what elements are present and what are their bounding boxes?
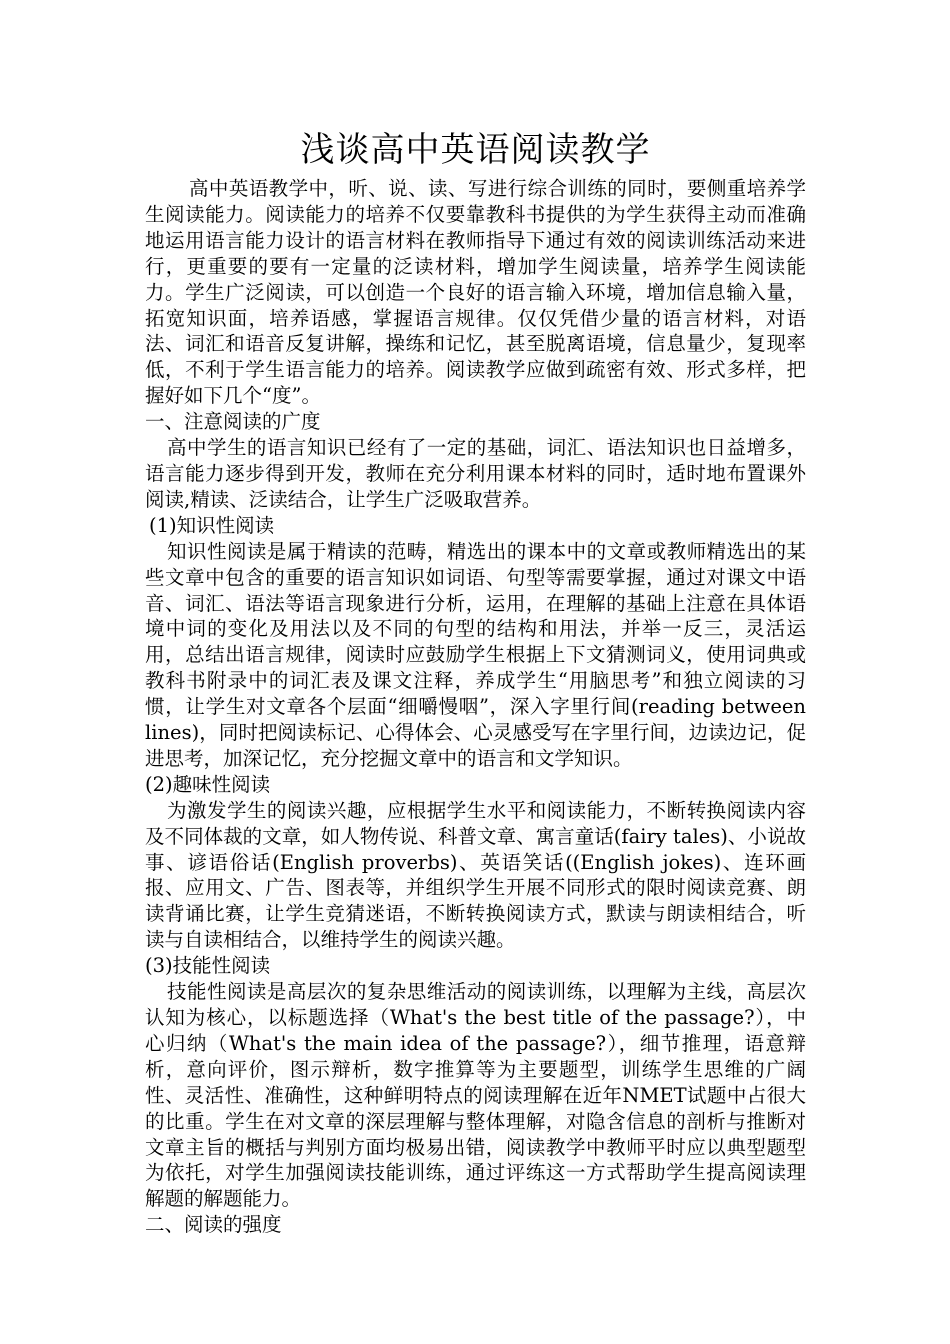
document-page (145, 128, 806, 1238)
skill-reading-paragraph: 技能性阅读是高层次的复杂思维活动的阅读训练，以理解为主线，高层次认知为核心，以标题选择（What's the best title of the passage?），中心归纳（What's the main idea of the passage?），细节推理，语意辩析，意向评价，图示辩析，数字推算等为主要题型，训练学生思维的广阔性、灵活性、准确性，这种鲜明特点的阅读理解在近年NMET试题中占很大的比重。学生在对文章的深层理解与整体理解，对隐含信息的剖析与推断对文章主旨的概括与判别方面均极易出错，阅读教学中教师平时应以典型题型为依托，对学生加强阅读技能训练，通过评练这一方式帮助学生提高阅读理解题的解题能力。 (145, 980, 806, 1211)
subheading-skill-reading: (3)技能性阅读 (145, 954, 271, 978)
subheading-interest-reading: (2)趣味性阅读 (145, 772, 271, 796)
interest-reading-paragraph: 为激发学生的阅读兴趣，应根据学生水平和阅读能力，不断转换阅读内容及不同体裁的文章，如人物传说、科普文章、寓言童话(fairy tales)、小说故事、谚语俗话(English proverbs)、英语笑话((English jokes)、连环画报、应用文、广告、图表等，并组织学生开展不同形式的限时阅读竞赛、朗读背诵比赛，让学生竞猜迷语，不断转换阅读方式，默读与朗读相结合，听读与自读相结合，以维持学生的阅读兴趣。 (145, 798, 806, 952)
document-title: 浅谈高中英语阅读教学 (300, 130, 651, 170)
knowledge-reading-paragraph: 知识性阅读是属于精读的范畴，精选出的课本中的文章或教师精选出的某些文章中包含的重要的语言知识如词语、句型等需要掌握，通过对课文中语音、词汇、语法等语言现象进行分析，运用，在理解的基础上注意在具体语境中词的变化及用法以及不同的句型的结构和用法，并举一反三，灵活运用，总结出语言规律，阅读时应鼓励学生根据上下文猜测词义，使用词典或教科书附录中的词汇表及课文注释，养成学生“用脑思考”和独立阅读的习惯，让学生对文章各个层面“细嚼慢咽”，深入字里行间(reading between lines)，同时把阅读标记、心得体会、心灵感受写在字里行间，边读边记，促进思考，加深记忆，充分挖掘文章中的语言和文学知识。 (145, 539, 806, 770)
intro-paragraph: 高中英语教学中，听、说、读、写进行综合训练的同时，要侧重培养学生阅读能力。阅读能力的培养不仅要靠教科书提供的为学生获得主动而准确地运用语言能力设计的语言材料在教师指导下通过有效的阅读训练活动来进行，更重要的要有一定量的泛读材料，增加学生阅读量，培养学生阅读能力。学生广泛阅读，可以创造一个良好的语言输入环境，增加信息输入量，拓宽知识面，培养语感，掌握语言规律。仅仅凭借少量的语言材料，对语法、词汇和语音反复讲解，操练和记忆，甚至脱离语境，信息量少，复现率低，不利于学生语言能力的培养。阅读教学应做到疏密有效、形式多样，把握好如下几个“度”。 (145, 177, 806, 408)
section-heading-intensity: 二、阅读的强度 (145, 1213, 282, 1237)
subheading-knowledge-reading: (1)知识性阅读 (149, 513, 275, 537)
section-heading-breadth: 一、注意阅读的广度 (145, 410, 321, 434)
section-breadth-paragraph: 高中学生的语言知识已经有了一定的基础，词汇、语法知识也日益增多，语言能力逐步得到开发，教师在充分利用课本材料的同时，适时地布置课外阅读,精读、泛读结合，让学生广泛吸取营养。 (145, 436, 806, 511)
